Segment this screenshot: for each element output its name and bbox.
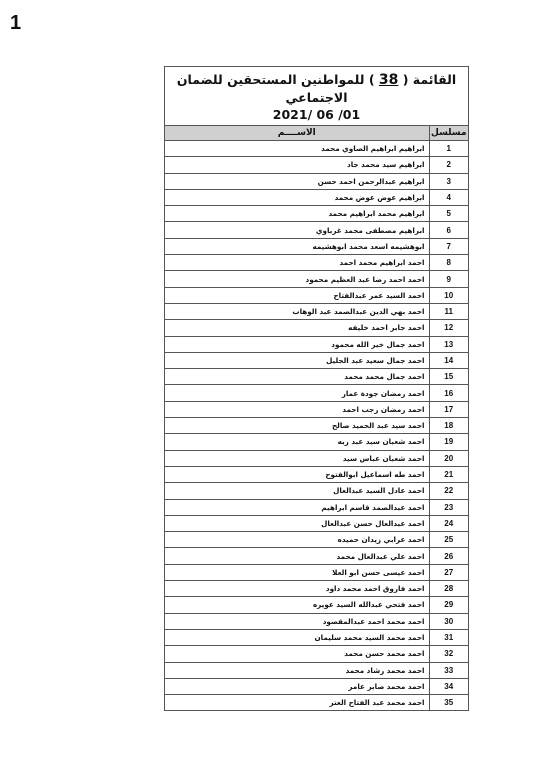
table-row bbox=[165, 548, 468, 564]
name-cell: احمد فاروق احمد محمد داود bbox=[165, 581, 429, 597]
name-cell: احمد شعبان عباس سيد bbox=[165, 450, 429, 466]
header-serial: مسلسل bbox=[429, 126, 468, 141]
table-row bbox=[165, 418, 468, 434]
serial-cell: 11 bbox=[429, 303, 468, 319]
serial-cell: 25 bbox=[429, 532, 468, 548]
title-line bbox=[167, 71, 466, 107]
serial-cell: 33 bbox=[429, 662, 468, 678]
name-cell: احمد محمد صابر عامر bbox=[165, 678, 429, 694]
name-cell: احمد بهي الدين عبدالصمد عبد الوهاب bbox=[165, 303, 429, 319]
name-cell: ابراهيم عوض عوض محمد bbox=[165, 189, 429, 205]
table-row bbox=[165, 450, 468, 466]
table-header-row bbox=[165, 126, 468, 141]
name-cell: احمد فتحي عبدالله السيد عويره bbox=[165, 597, 429, 613]
table-row bbox=[165, 629, 468, 645]
name-cell: احمد جابر احمد خليفه bbox=[165, 320, 429, 336]
table-row bbox=[165, 385, 468, 401]
serial-cell: 30 bbox=[429, 613, 468, 629]
name-cell: ابراهيم مصطفى محمد غرباوي bbox=[165, 222, 429, 238]
serial-cell: 21 bbox=[429, 466, 468, 482]
serial-cell: 35 bbox=[429, 695, 468, 711]
name-cell: احمد شعبان سيد عبد ربه bbox=[165, 434, 429, 450]
serial-cell: 12 bbox=[429, 320, 468, 336]
serial-cell: 34 bbox=[429, 678, 468, 694]
name-cell: ابراهيم عبدالرحمن احمد حسن bbox=[165, 173, 429, 189]
table-row bbox=[165, 222, 468, 238]
name-cell: احمد رمضان رجب احمد bbox=[165, 401, 429, 417]
serial-cell: 18 bbox=[429, 418, 468, 434]
serial-cell: 10 bbox=[429, 287, 468, 303]
serial-cell: 22 bbox=[429, 483, 468, 499]
name-cell: احمد محمد حسن محمد bbox=[165, 646, 429, 662]
table-row bbox=[165, 564, 468, 580]
serial-cell: 4 bbox=[429, 189, 468, 205]
serial-cell: 27 bbox=[429, 564, 468, 580]
table-row bbox=[165, 613, 468, 629]
serial-cell: 16 bbox=[429, 385, 468, 401]
table-row bbox=[165, 352, 468, 368]
name-cell: احمد محمد عبد الفتاح العتر bbox=[165, 695, 429, 711]
name-cell: ابراهيم ابراهيم الصاوي محمد bbox=[165, 141, 429, 157]
table-row bbox=[165, 532, 468, 548]
table-row bbox=[165, 189, 468, 205]
list-number: 38 bbox=[378, 72, 399, 88]
table-row bbox=[165, 173, 468, 189]
name-cell: احمد عبدالعال حسن عبدالعال bbox=[165, 515, 429, 531]
name-cell: احمد عادل السيد عبدالعال bbox=[165, 483, 429, 499]
table-row bbox=[165, 303, 468, 319]
serial-cell: 5 bbox=[429, 206, 468, 222]
name-cell: احمد عبدالصمد قاسم ابراهيم bbox=[165, 499, 429, 515]
serial-cell: 13 bbox=[429, 336, 468, 352]
name-cell: ابراهيم محمد ابراهيم محمد bbox=[165, 206, 429, 222]
name-cell: ابوهشيمه اسعد محمد ابوهشيمه bbox=[165, 238, 429, 254]
serial-cell: 29 bbox=[429, 597, 468, 613]
table-row bbox=[165, 320, 468, 336]
table-row bbox=[165, 238, 468, 254]
table-row bbox=[165, 206, 468, 222]
serial-cell: 20 bbox=[429, 450, 468, 466]
serial-cell: 17 bbox=[429, 401, 468, 417]
name-cell: احمد عيسى حسن ابو العلا bbox=[165, 564, 429, 580]
serial-cell: 15 bbox=[429, 369, 468, 385]
table-row bbox=[165, 662, 468, 678]
table-row bbox=[165, 597, 468, 613]
serial-cell: 32 bbox=[429, 646, 468, 662]
table-row bbox=[165, 287, 468, 303]
page-number: 1 bbox=[10, 12, 22, 34]
serial-cell: 31 bbox=[429, 629, 468, 645]
table-row bbox=[165, 695, 468, 711]
name-cell: احمد جمال محمد محمد bbox=[165, 369, 429, 385]
beneficiaries-sheet bbox=[164, 66, 469, 711]
title-suffix: ) للمواطنين المستحقين للضمان الاجتماعي bbox=[176, 72, 379, 105]
name-cell: احمد عرابي زيدان حميده bbox=[165, 532, 429, 548]
serial-cell: 1 bbox=[429, 141, 468, 157]
serial-cell: 14 bbox=[429, 352, 468, 368]
serial-cell: 28 bbox=[429, 581, 468, 597]
table-row bbox=[165, 678, 468, 694]
title-prefix: القائمة ( bbox=[398, 72, 457, 87]
name-cell: احمد السيد عمر عبدالفتاح bbox=[165, 287, 429, 303]
table-row bbox=[165, 434, 468, 450]
header-name: الاســــم bbox=[165, 126, 429, 141]
table-row bbox=[165, 157, 468, 173]
name-cell: احمد طه اسماعيل ابوالفتوح bbox=[165, 466, 429, 482]
serial-cell: 24 bbox=[429, 515, 468, 531]
table-row bbox=[165, 483, 468, 499]
list-date: 2021/ 06 /01 bbox=[272, 107, 361, 122]
table-row bbox=[165, 336, 468, 352]
serial-cell: 3 bbox=[429, 173, 468, 189]
name-cell: ابراهيم سيد محمد جاد bbox=[165, 157, 429, 173]
name-cell: احمد محمد احمد عبدالمقصود bbox=[165, 613, 429, 629]
name-cell: احمد احمد رضا عبد العظيم محمود bbox=[165, 271, 429, 287]
name-cell: احمد محمد السيد محمد سليمان bbox=[165, 629, 429, 645]
table-row bbox=[165, 141, 468, 157]
serial-cell: 7 bbox=[429, 238, 468, 254]
serial-cell: 9 bbox=[429, 271, 468, 287]
table-row bbox=[165, 255, 468, 271]
name-cell: احمد محمد رشاد محمد bbox=[165, 662, 429, 678]
name-cell: احمد رمضان جودة عمار bbox=[165, 385, 429, 401]
name-cell: احمد جمال سعيد عبد الجليل bbox=[165, 352, 429, 368]
table-row bbox=[165, 466, 468, 482]
serial-cell: 23 bbox=[429, 499, 468, 515]
table-row bbox=[165, 369, 468, 385]
serial-cell: 19 bbox=[429, 434, 468, 450]
table-row bbox=[165, 646, 468, 662]
list-title bbox=[165, 67, 468, 126]
serial-cell: 6 bbox=[429, 222, 468, 238]
table-row bbox=[165, 499, 468, 515]
serial-cell: 8 bbox=[429, 255, 468, 271]
beneficiaries-table bbox=[165, 126, 468, 710]
table-row bbox=[165, 581, 468, 597]
serial-cell: 26 bbox=[429, 548, 468, 564]
name-cell: احمد ابراهيم محمد احمد bbox=[165, 255, 429, 271]
table-row bbox=[165, 401, 468, 417]
table-row bbox=[165, 271, 468, 287]
name-cell: احمد جمال خير الله محمود bbox=[165, 336, 429, 352]
serial-cell: 2 bbox=[429, 157, 468, 173]
name-cell: احمد علي عبدالعال محمد bbox=[165, 548, 429, 564]
table-row bbox=[165, 515, 468, 531]
name-cell: احمد سيد عبد الحميد صالح bbox=[165, 418, 429, 434]
